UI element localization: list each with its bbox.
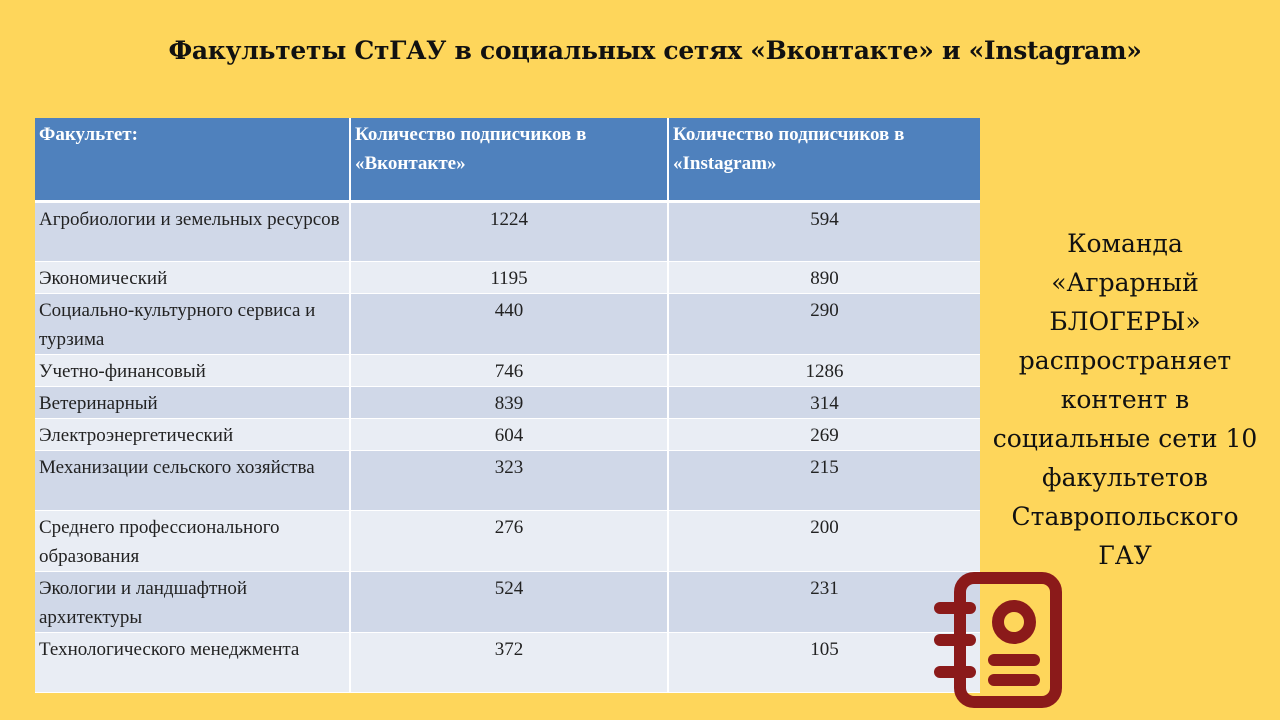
notebook-icon	[930, 568, 1070, 710]
vk-count-cell: 1195	[350, 262, 668, 294]
faculty-table	[35, 118, 980, 693]
table-row	[35, 511, 980, 572]
table-row	[35, 262, 980, 294]
instagram-count-cell: 890	[668, 262, 980, 294]
table-row	[35, 419, 980, 451]
header-faculty: Факультет:	[35, 118, 350, 202]
instagram-count-cell: 215	[668, 451, 980, 511]
table-row	[35, 572, 980, 633]
table-row	[35, 355, 980, 387]
instagram-count-cell: 594	[668, 202, 980, 262]
table-row	[35, 633, 980, 693]
vk-count-cell: 276	[350, 511, 668, 572]
faculty-cell: Механизации сельского хозяйства	[35, 451, 350, 511]
vk-count-cell: 604	[350, 419, 668, 451]
faculty-cell: Социально-культурного сервиса и турзима	[35, 294, 350, 355]
faculty-cell: Среднего профессионального образования	[35, 511, 350, 572]
header-instagram-subscribers: Количество подписчиков в «Instagram»	[668, 118, 980, 202]
instagram-count-cell: 290	[668, 294, 980, 355]
instagram-count-cell: 269	[668, 419, 980, 451]
vk-count-cell: 1224	[350, 202, 668, 262]
instagram-count-cell: 314	[668, 387, 980, 419]
faculty-cell: Экологии и ландшафтной архитектуры	[35, 572, 350, 633]
faculty-cell: Учетно-финансовый	[35, 355, 350, 387]
vk-count-cell: 323	[350, 451, 668, 511]
team-description: Команда «Аграрный БЛОГЕРЫ» распространяет контент в социальные сети 10 факультетов Ставропольского ГАУ	[992, 229, 1258, 570]
vk-count-cell: 440	[350, 294, 668, 355]
table-row	[35, 294, 980, 355]
vk-count-cell: 839	[350, 387, 668, 419]
table-header-row	[35, 118, 980, 202]
page-title: Факультеты СтГАУ в социальных сетях «Вконтакте» и «Instagram»	[168, 36, 1142, 65]
instagram-count-cell: 200	[668, 511, 980, 572]
header-vk-subscribers: Количество подписчиков в «Вконтакте»	[350, 118, 668, 202]
instagram-count-cell: 105	[668, 633, 980, 693]
faculty-cell: Экономический	[35, 262, 350, 294]
vk-count-cell: 372	[350, 633, 668, 693]
faculty-cell: Электроэнергетический	[35, 419, 350, 451]
faculty-cell: Технологического менеджмента	[35, 633, 350, 693]
table-row	[35, 387, 980, 419]
table-row	[35, 202, 980, 262]
vk-count-cell: 746	[350, 355, 668, 387]
table-row	[35, 451, 980, 511]
vk-count-cell: 524	[350, 572, 668, 633]
instagram-count-cell: 231	[668, 572, 980, 633]
faculty-cell: Ветеринарный	[35, 387, 350, 419]
faculty-cell: Агробиологии и земельных ресурсов	[35, 202, 350, 262]
instagram-count-cell: 1286	[668, 355, 980, 387]
